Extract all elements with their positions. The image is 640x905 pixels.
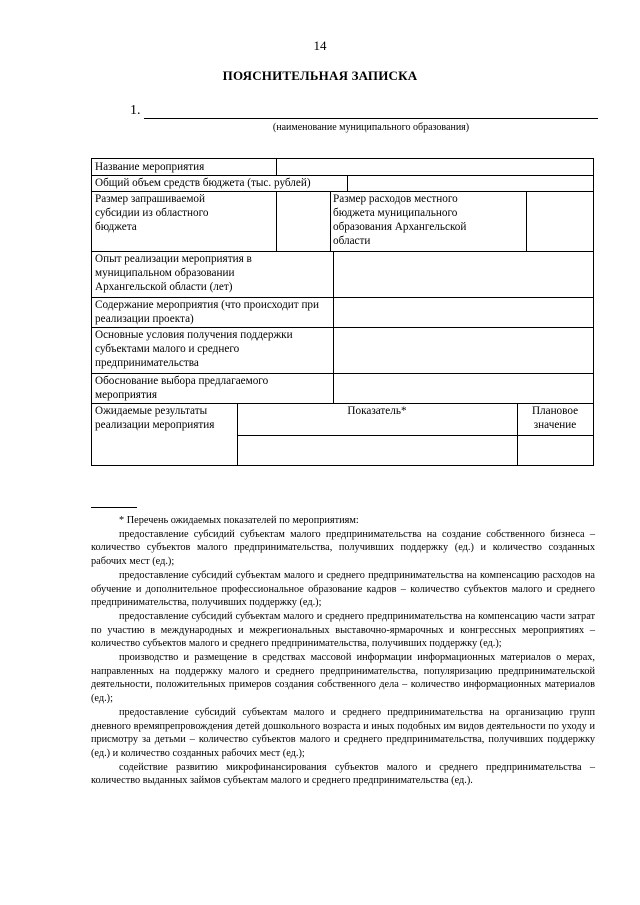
page-title: ПОЯСНИТЕЛЬНАЯ ЗАПИСКА [222,68,418,83]
label-total-budget: Общий объем средств бюджета (тыс. рублей) [95,177,311,189]
footnote [91,514,595,788]
footnote-rule [91,507,137,508]
footnote-item: содействие развитию микрофинансирования субъектов малого и среднего предпринимательства – количество выданных займов субъектам малого и среднего предпринимательства (ед.). [91,761,595,787]
label-justification: Обоснование выбора предлагаемого мероприятия [95,375,269,401]
label-experience: Опыт реализации мероприятия в муниципальном образовании Архангельской области (лет) [95,253,252,293]
label-content: Содержание мероприятия (что происходит при реализации проекта) [95,299,320,325]
municipality-name-line [144,118,598,119]
footnote-item: предоставление субсидий субъектам малого предпринимательства на создание собственного бизнеса – количество субъектов малого предпринимательства, получивших поддержку (ед.) и количество созданных рабочих мест (ед.); [91,528,595,568]
footnote-heading: * Перечень ожидаемых показателей по мероприятиям: [119,515,359,526]
header-planned-value: Плановое значение [531,405,579,431]
label-local-budget-size: Размер расходов местного бюджета муниципального образования Архангельской области [333,193,467,247]
label-subsidy-size: Размер запрашиваемой субсидии из областного бюджета [95,193,209,233]
table-rule [526,191,527,251]
table-rule [333,251,334,403]
footnote-item: производство и размещение в средствах массовой информации информационных материалов о мерах, направленных на поддержку малого и среднего предпринимательства, популяризацию предпринимательской деятельности, положительных примеров создания собственного дела – количество информационных материалов (ед.); [91,652,595,705]
table-rule [276,159,277,175]
footnote-item: предоставление субсидий субъектам малого и среднего предпринимательства на компенсацию части затрат по участию в международных и межрегиональных выставочно-ярмарочных и конгрессных мероприятиях – количество субъектов малого и среднего предпринимательства, получивших поддержку (ед.); [91,610,595,650]
page-number: 14 [313,38,327,53]
header-indicator: Показатель* [347,405,407,417]
item-number: 1. [130,103,141,118]
label-conditions: Основные условия получения поддержки субъектами малого и среднего предпринимательства [95,329,293,369]
label-expected-results: Ожидаемые результаты реализации мероприятия [95,405,215,431]
footnote-item: предоставление субсидий субъектам малого и среднего предпринимательства на организацию групп дневного времяпрепровождения детей дошкольного возраста и иных подобных им видов деятельности по уходу и присмотру за детьми – количество субъектов малого и среднего предпринимательства, получивших поддержку (ед.) и количество созданных рабочих мест (ед.); [91,706,595,759]
table-rule [237,435,593,436]
label-event-name: Название мероприятия [95,161,205,173]
footnote-item: предоставление субсидий субъектам малого и среднего предпринимательства на компенсацию расходов на обучение и дополнительное профессиональное образование кадров – количество субъектов малого и среднего предпринимательства, получивших поддержку (ед.); [91,569,595,609]
municipality-caption: (наименование муниципального образования) [272,122,470,133]
application-table [91,158,594,466]
table-rule [276,191,277,251]
